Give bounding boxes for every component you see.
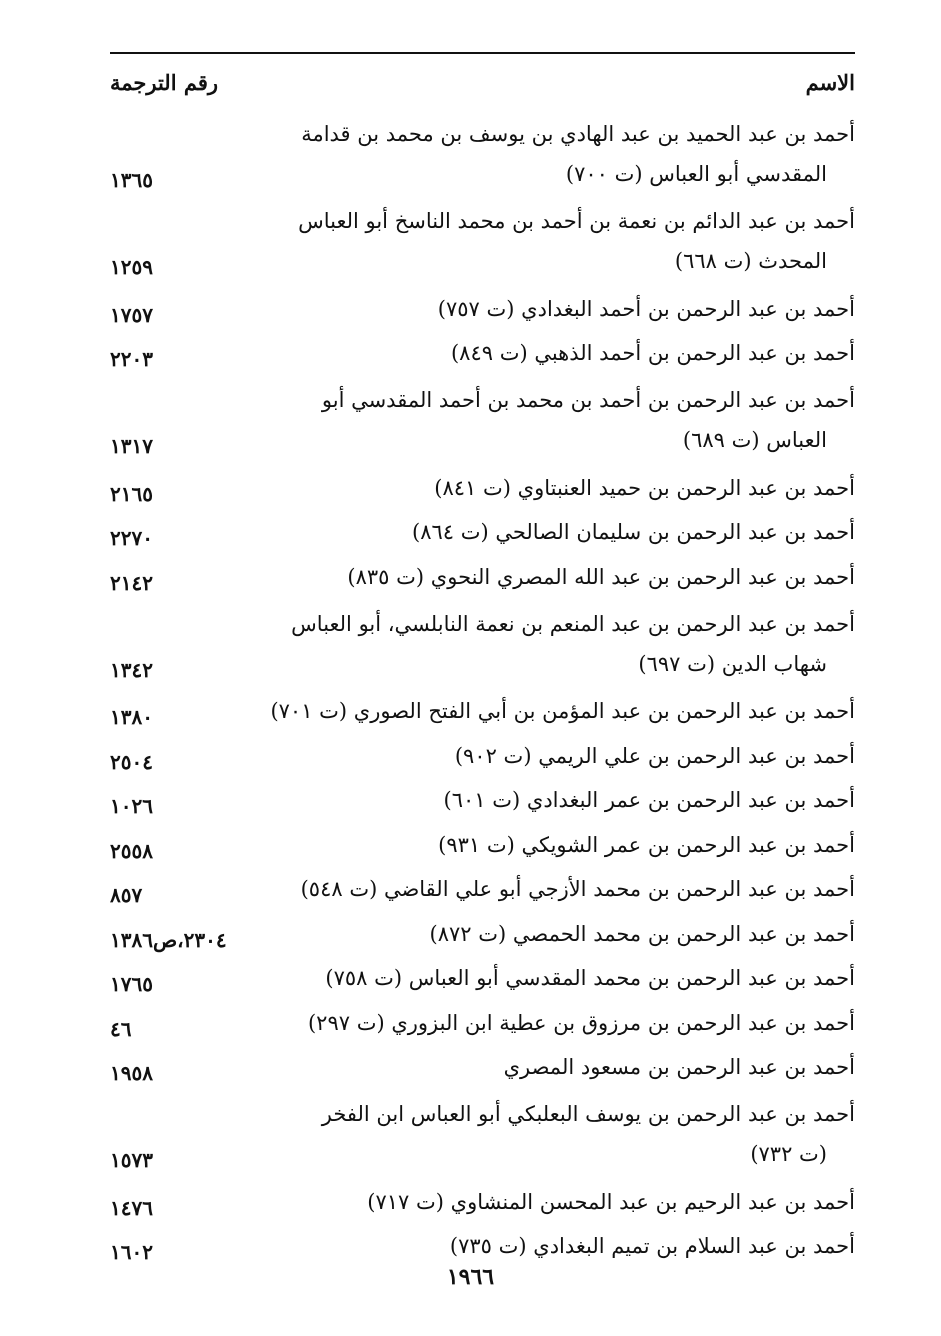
entry-number: ٤٦: [110, 1016, 132, 1041]
entry-name-line1: أحمد بن عبد الرحمن بن يوسف البعلبكي أبو العباس ابن الفخر: [321, 1102, 855, 1126]
index-entry: [110, 113, 855, 197]
entry-number: ٢١٤٢: [110, 570, 153, 595]
index-page: [110, 52, 855, 1269]
index-entry: [110, 868, 855, 913]
entry-number: ١٠٢٦: [110, 794, 153, 818]
entry-number: ١٣٨٠: [110, 705, 153, 729]
entry-number: ١٣٦٥: [110, 168, 153, 192]
entry-number: ١٧٥٧: [110, 302, 153, 327]
entry-number: ١٣٤٢: [110, 657, 153, 682]
entry-name: [225, 380, 855, 463]
entry-name-line1: أحمد بن عبد الرحمن بن محمد الحمصي (ت ٨٧٢): [429, 921, 855, 946]
entry-name-line2: المقدسي أبو العباس (ت ٧٠٠): [565, 162, 827, 186]
entry-number: ١٣١٧: [110, 434, 153, 458]
entry-name-line1: أحمد بن عبد الرحمن بن عمر البغدادي (ت ٦٠١): [443, 788, 855, 812]
index-entry: [110, 379, 855, 463]
entry-name-line1: أحمد بن عبد الرحمن بن محمد الأزجي أبو علي القاضي (ت ٥٤٨): [300, 877, 855, 901]
entry-number: ٢٢٧٠: [110, 526, 153, 550]
entry-name: [225, 468, 855, 511]
entry-name: [225, 825, 855, 868]
index-entry: [110, 555, 855, 600]
entry-name-line1: أحمد بن عبد الرحمن بن مسعود المصري: [503, 1055, 855, 1079]
entry-name-line1: أحمد بن عبد الدائم بن نعمة بن أحمد بن محمد الناسخ أبو العباس: [298, 209, 855, 233]
number-column-heading: رقم الترجمة: [110, 69, 219, 95]
entry-name-line1: أحمد بن عبد الرحمن بن عبد الله المصري النحوي (ت ٨٣٥): [347, 564, 855, 589]
entry-name-line1: أحمد بن عبد الرحمن بن عمر الشويكي (ت ٩٣١): [438, 832, 855, 857]
index-entry: [110, 1001, 855, 1046]
entry-name: [225, 1182, 855, 1225]
index-entry: [110, 1093, 855, 1177]
name-column-heading: الاسم: [805, 69, 855, 95]
entry-number: ١٧٦٥: [110, 972, 153, 996]
entry-name-line1: أحمد بن عبد الرحمن بن عبد المنعم بن نعمة النابلسي، أبو العباس: [291, 611, 855, 636]
entry-number: ١٦٠٢: [110, 1240, 153, 1264]
entry-name-line1: أحمد بن عبد الرحمن بن حميد العنبتاوي (ت ٨٤١): [434, 475, 855, 500]
entry-name: [225, 289, 855, 332]
index-entry: [110, 1225, 855, 1270]
entry-name: [226, 914, 855, 957]
index-entry: [110, 511, 855, 556]
index-entry: [110, 287, 855, 332]
entry-name-line1: أحمد بن عبد الرحيم بن عبد المحسن المنشاوي (ت ٧١٧): [367, 1189, 855, 1214]
entry-name-line1: أحمد بن عبد الحميد بن عبد الهادي بن يوسف بن محمد بن قدامة: [301, 122, 855, 146]
entry-number: ١٥٧٣: [110, 1148, 153, 1172]
entry-name-line2: شهاب الدين (ت ٦٩٧): [638, 651, 827, 676]
entry-name: [225, 604, 855, 687]
entry-name-line1: أحمد بن عبد الرحمن بن محمد المقدسي أبو العباس (ت ٧٥٨): [325, 966, 855, 990]
index-entry: [110, 200, 855, 284]
index-entry: [110, 912, 855, 957]
entry-name: [225, 114, 855, 197]
entry-number: ٨٥٧: [110, 883, 143, 907]
entry-name-line1: أحمد بن عبد الرحمن بن سليمان الصالحي (ت ٨٦٤): [411, 520, 855, 544]
index-entry: [110, 957, 855, 1002]
entry-number: ١٩٥٨: [110, 1061, 153, 1085]
entry-number: ٢١٦٥: [110, 481, 153, 506]
entry-name-line1: أحمد بن عبد الرحمن بن أحمد بن محمد بن أحمد المقدسي أبو: [321, 388, 855, 412]
entry-number: ١٢٥٩: [110, 255, 153, 279]
entry-number: ٢٥٥٨: [110, 838, 153, 863]
page-number: ١٩٦٦: [446, 1264, 495, 1290]
index-entry: [110, 823, 855, 868]
entry-name-line1: أحمد بن عبد الرحمن بن مرزوق بن عطية ابن البزوري (ت ٢٩٧): [307, 1010, 855, 1035]
index-entry: [110, 734, 855, 779]
entry-name: [225, 1047, 855, 1090]
entry-name: [225, 869, 855, 912]
entry-name: [225, 736, 855, 779]
index-entries: [110, 113, 855, 1269]
entry-number: ٢٢٠٣: [110, 347, 153, 371]
entry-name: [225, 201, 855, 284]
entry-name-line2: العباس (ت ٦٨٩): [682, 428, 827, 452]
entry-name: [225, 1226, 855, 1269]
index-entry: [110, 603, 855, 687]
index-entry: [110, 1180, 855, 1225]
entry-number: ٢٣٠٤،ص١٣٨٦: [110, 927, 227, 952]
entry-name-line1: أحمد بن عبد الرحمن بن عبد المؤمن بن أبي الفتح الصوري (ت ٧٠١): [270, 699, 855, 723]
entry-name: [225, 691, 855, 734]
entry-name-line2: (ت ٧٣٢): [750, 1142, 827, 1166]
index-header: [110, 54, 855, 110]
index-entry: [110, 690, 855, 735]
entry-name-line1: أحمد بن عبد الرحمن بن علي الريمي (ت ٩٠٢): [454, 743, 855, 768]
entry-name-line1: أحمد بن عبد الرحمن بن أحمد الذهبي (ت ٨٤٩): [450, 341, 855, 365]
entry-name-line2: المحدث (ت ٦٦٨): [674, 249, 827, 273]
index-entry: [110, 779, 855, 824]
entry-name: [225, 958, 855, 1001]
entry-name-line1: أحمد بن عبد الرحمن بن أحمد البغدادي (ت ٧٥٧): [437, 296, 855, 321]
entry-name: [225, 333, 855, 376]
index-entry: [110, 332, 855, 377]
entry-number: ١٤٧٦: [110, 1195, 153, 1220]
entry-name: [225, 557, 855, 600]
entry-name: [225, 512, 855, 555]
entry-number: ٢٥٠٤: [110, 749, 153, 774]
index-entry: [110, 466, 855, 511]
index-entry: [110, 1046, 855, 1091]
entry-name: [225, 780, 855, 823]
entry-name-line1: أحمد بن عبد السلام بن تميم البغدادي (ت ٧٣٥): [449, 1234, 855, 1258]
entry-name: [225, 1094, 855, 1177]
entry-name: [225, 1003, 855, 1046]
